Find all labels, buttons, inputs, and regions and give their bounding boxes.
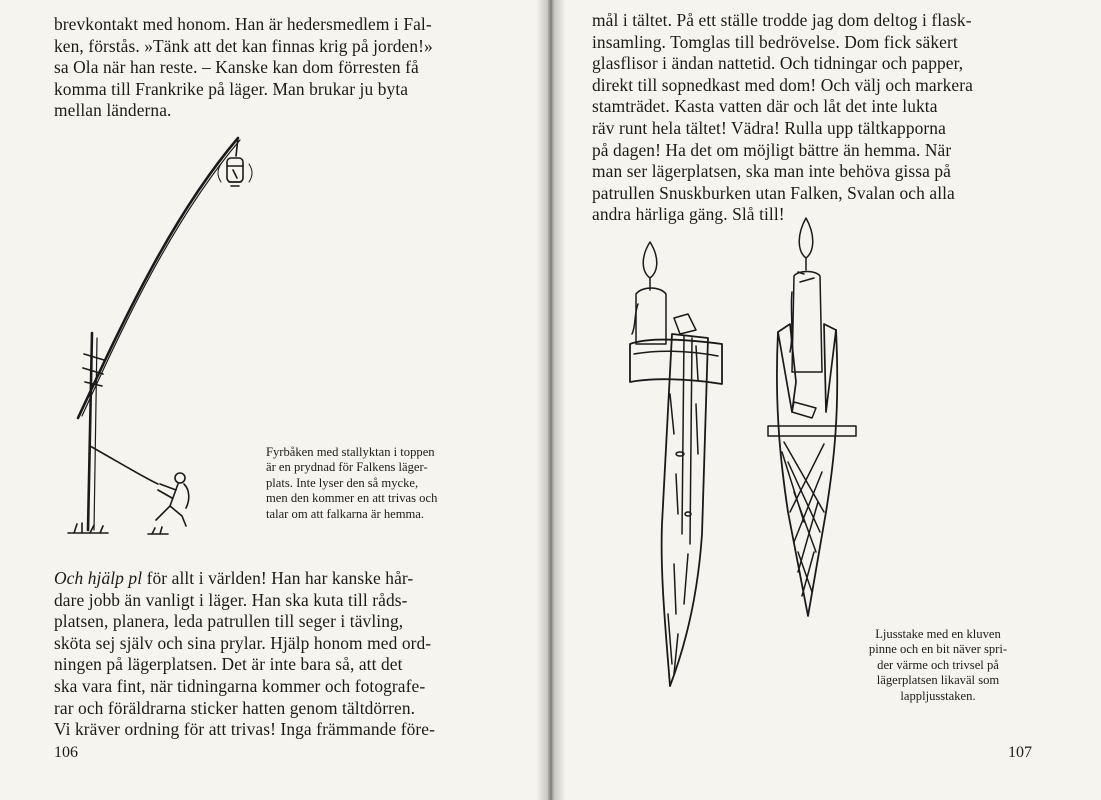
caption-line: Ljusstake med en kluven xyxy=(875,627,1001,641)
text-line: sa Ola när han reste. – Kanske kan dom förresten få xyxy=(54,57,419,78)
italic-lead: Och hjälp pl xyxy=(54,568,143,588)
text-line: ska vara fint, när tidningarna kommer och fotografe- xyxy=(54,675,426,696)
text-line: man ser lägerplatsen, ska man inte behöva gissa på xyxy=(592,161,951,182)
text-line: dare jobb än vanligt i läger. Han ska kuta till råds- xyxy=(54,589,408,610)
text-line: Vi kräver ordning för att trivas! Inga främmande före- xyxy=(54,719,435,740)
text-line: ken, förstås. »Tänk att det kan finnas krig på jorden!» xyxy=(54,35,433,56)
caption-line: talar om att falkarna är hemma. xyxy=(266,506,425,521)
right-caption xyxy=(834,627,1042,704)
birch-bark-candle-holder-icon xyxy=(626,234,746,694)
text-line: komma till Frankrike på läger. Man brukar ju byta xyxy=(54,78,409,99)
right-paragraph-top xyxy=(592,10,1038,226)
text-line: rar och föräldrarna sticker hatten genom tältdörren. xyxy=(54,697,416,718)
text-line: insamling. Tomglas till bedrövelse. Dom fick säkert xyxy=(592,31,958,52)
text-line: räv runt hela tältet! Vädra! Rulla upp tältkapporna xyxy=(592,117,946,138)
text-line: glasflisor i ändan nattetid. Och tidningar och papper, xyxy=(592,53,964,74)
left-caption xyxy=(266,445,502,522)
text-line: stamträdet. Kasta vatten där och låt det inte lukta xyxy=(592,96,938,117)
text-line: patrullen Snuskburken utan Falken, Svalan och alla xyxy=(592,182,955,203)
text-line: brevkontakt med honom. Han är hedersmedlem i Fal- xyxy=(54,14,432,34)
text-line: direkt till sopnedkast med dom! Och välj och markera xyxy=(592,74,973,95)
text-line: ningen på lägerplatsen. Det är inte bara så, att det xyxy=(54,654,403,675)
caption-line: der värme och trivsel på xyxy=(877,657,999,672)
caption-line: men den kommer en att trivas och xyxy=(266,491,438,506)
caption-line: Fyrbåken med stallyktan i toppen xyxy=(266,445,435,459)
text-line: platsen, planera, leda patrullen till seger i tävling, xyxy=(54,611,404,632)
text-line: mål i tältet. På ett ställe trodde jag dom deltog i flask- xyxy=(592,10,972,30)
text-line: på dagen! Ha det om möjligt bättre än hemma. När xyxy=(592,139,952,160)
caption-line: lappljusstaken. xyxy=(900,688,976,703)
right-page xyxy=(552,0,1101,800)
text-line: mellan länderna. xyxy=(54,100,172,121)
text-line: andra härliga gäng. Slå till! xyxy=(592,204,785,225)
lantern-pole-icon xyxy=(60,128,280,548)
caption-line: lägerplatsen likaväl som xyxy=(876,673,1000,688)
caption-line: pinne och en bit näver spri- xyxy=(868,642,1008,657)
caption-line: plats. Inte lyser den så mycke, xyxy=(266,475,419,490)
split-stick-candle-holder-icon xyxy=(764,212,864,622)
text-fragment: för allt i världen! Han har kanske hår- xyxy=(142,568,414,588)
left-page xyxy=(0,0,548,800)
left-paragraph-top xyxy=(54,14,504,122)
text-line: sköta sej själv och sina prylar. Hjälp honom med ord- xyxy=(54,632,432,653)
left-paragraph-bottom xyxy=(54,568,504,741)
caption-line: är en prydnad för Falkens läger- xyxy=(266,460,428,475)
text-line xyxy=(54,568,504,590)
page-number-left: 106 xyxy=(54,744,78,761)
page-number-right: 107 xyxy=(1008,744,1032,761)
